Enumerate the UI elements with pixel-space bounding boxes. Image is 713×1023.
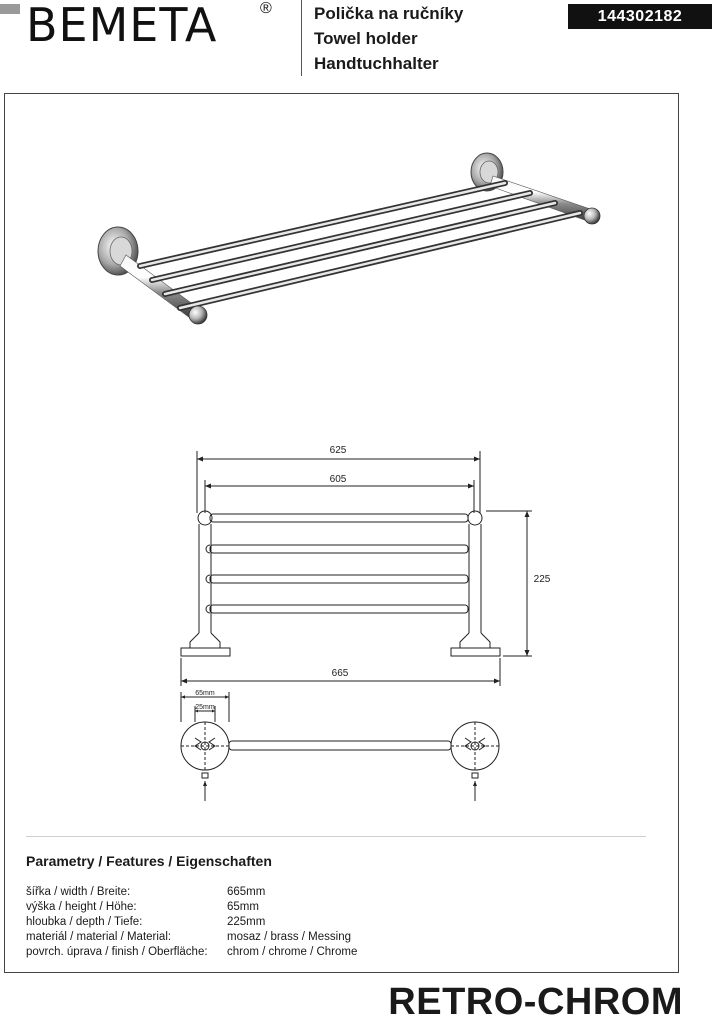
feature-label: povrch. úprava / finish / Oberfläche:: [26, 946, 208, 958]
product-titles: [314, 1, 463, 76]
feature-value: 65mm: [227, 901, 259, 913]
dim-225: 225: [533, 574, 551, 585]
section-divider: [26, 836, 646, 837]
feature-value: 225mm: [227, 916, 266, 928]
dim-625: 625: [329, 445, 347, 456]
feature-label: šířka / width / Breite:: [26, 886, 131, 898]
front-view-drawing: [181, 451, 532, 686]
technical-drawing: [0, 93, 713, 833]
dim-plate-65mm: 65mm: [195, 690, 215, 697]
dim-plate-25mm: 25mm: [195, 704, 215, 711]
product-photo: [98, 153, 600, 324]
title-de: Handtuchhalter: [314, 54, 439, 73]
title-en: Towel holder: [314, 29, 418, 48]
feature-value: mosaz / brass / Messing: [227, 931, 351, 943]
feature-label: materiál / material / Material:: [26, 931, 172, 943]
feature-value: 665mm: [227, 886, 266, 898]
logo-accent-square: [0, 4, 20, 14]
brand-logo: BEMETA: [26, 0, 218, 52]
dim-665: 665: [331, 668, 349, 679]
series-name: RETRO-CHROM: [388, 981, 683, 1023]
feature-label: výška / height / Höhe:: [26, 901, 137, 913]
header-divider: [301, 0, 302, 76]
feature-value: chrom / chrome / Chrome: [227, 946, 358, 958]
title-cz: Polička na ručníky: [314, 4, 464, 23]
registered-mark: ®: [260, 0, 272, 17]
top-view-drawing: [181, 692, 499, 801]
features-title: Parametry / Features / Eigenschaften: [26, 853, 272, 869]
dim-605: 605: [329, 474, 347, 485]
product-code: 144302182: [568, 4, 712, 29]
feature-label: hloubka / depth / Tiefe:: [26, 916, 143, 928]
